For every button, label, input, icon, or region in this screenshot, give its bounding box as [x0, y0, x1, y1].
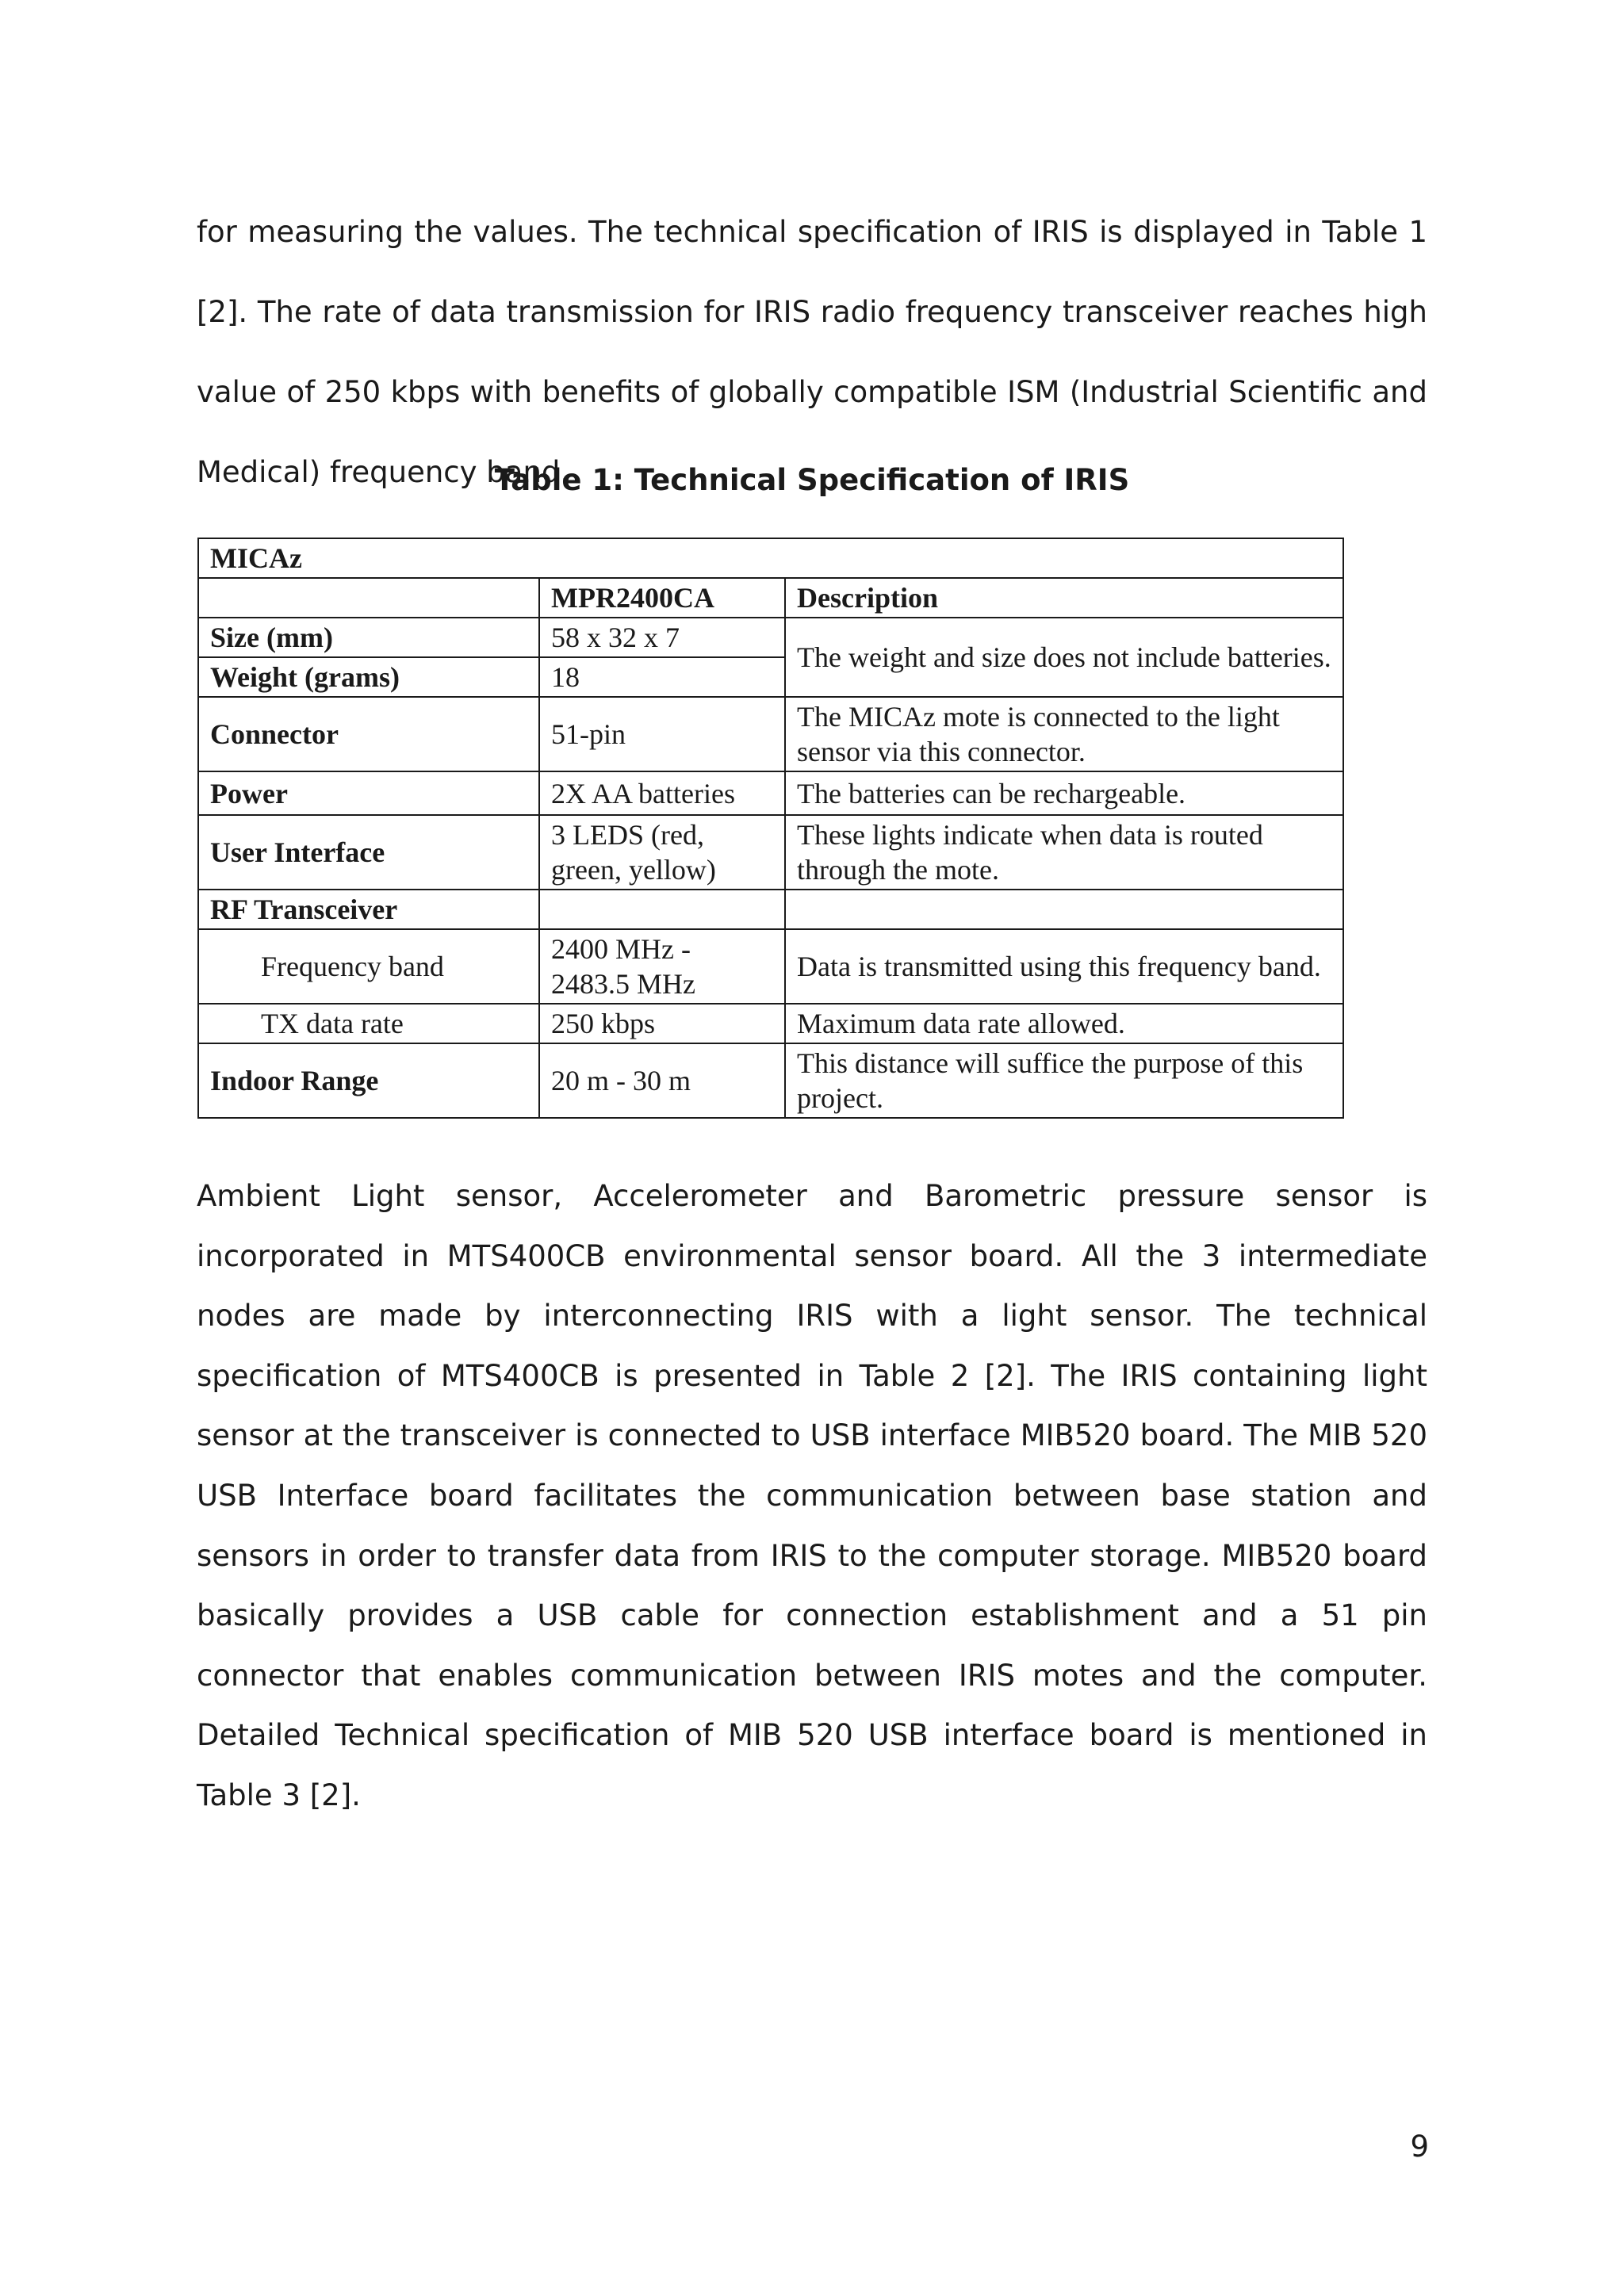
header-blank	[198, 578, 539, 618]
table-row	[198, 697, 1343, 771]
row-label: TX data rate	[198, 1004, 539, 1043]
row-label: Indoor Range	[198, 1043, 539, 1118]
table-row	[198, 618, 1343, 657]
table-caption: Table 1: Technical Specification of IRIS	[494, 463, 1130, 497]
row-description: This distance will suffice the purpose of this project.	[785, 1043, 1343, 1118]
row-value: 2X AA batteries	[539, 771, 785, 815]
table-row	[198, 1004, 1343, 1043]
table-header-row	[198, 578, 1343, 618]
row-label: Frequency band	[198, 929, 539, 1004]
table-row	[198, 929, 1343, 1004]
header-description: Description	[785, 578, 1343, 618]
row-value: 58 x 32 x 7	[539, 618, 785, 657]
row-value	[539, 890, 785, 929]
table-row	[198, 771, 1343, 815]
row-description	[785, 890, 1343, 929]
row-description: These lights indicate when data is routed through the mote.	[785, 815, 1343, 890]
row-label: Size (mm)	[198, 618, 539, 657]
row-value: 3 LEDS (red, green, yellow)	[539, 815, 785, 890]
row-value: 20 m - 30 m	[539, 1043, 785, 1118]
body-paragraph-intro: for measuring the values. The technical specification of IRIS is displayed in Table 1 [2]. The rate of data transmission for IRIS radio frequency transceiver reaches high value of 250 kbps with benefits of globally compatible ISM (Industrial Scientific and Medical) frequency band.	[197, 215, 1427, 489]
row-label: Connector	[198, 697, 539, 771]
row-value: 250 kbps	[539, 1004, 785, 1043]
row-value: 51-pin	[539, 697, 785, 771]
spec-table	[197, 538, 1344, 1119]
row-description: Maximum data rate allowed.	[785, 1004, 1343, 1043]
table-row	[198, 890, 1343, 929]
header-model: MPR2400CA	[539, 578, 785, 618]
row-label: RF Transceiver	[198, 890, 539, 929]
row-description: The weight and size does not include batteries.	[785, 618, 1343, 697]
row-description: Data is transmitted using this frequency band.	[785, 929, 1343, 1004]
table-row	[198, 1043, 1343, 1118]
table-row	[198, 815, 1343, 890]
row-value: 18	[539, 657, 785, 697]
row-label: Power	[198, 771, 539, 815]
row-label: User Interface	[198, 815, 539, 890]
table-title-row	[198, 538, 1343, 578]
page-number: 9	[1410, 2130, 1429, 2164]
row-description: The MICAz mote is connected to the light sensor via this connector.	[785, 697, 1343, 771]
table-title: MICAz	[198, 538, 1343, 578]
row-description: The batteries can be rechargeable.	[785, 771, 1343, 815]
row-value: 2400 MHz - 2483.5 MHz	[539, 929, 785, 1004]
row-label: Weight (grams)	[198, 657, 539, 697]
body-paragraph-sensors: Ambient Light sensor, Accelerometer and Barometric pressure sensor is incorporated in MTS400CB environmental sensor board. All the 3 intermediate nodes are made by interconnecting IRIS with a light sensor. The technical specification of MTS400CB is presented in Table 2 [2]. The IRIS containing light sensor at the transceiver is connected to USB interface MIB520 board. The MIB 520 USB Interface board facilitates the communication between base station and sensors in order to transfer data from IRIS to the computer storage. MIB520 board basically provides a USB cable for connection establishment and a 51 pin connector that enables communication between IRIS motes and the computer. Detailed Technical specification of MIB 520 USB interface board is mentioned in Table 3 [2].	[197, 1179, 1427, 1812]
